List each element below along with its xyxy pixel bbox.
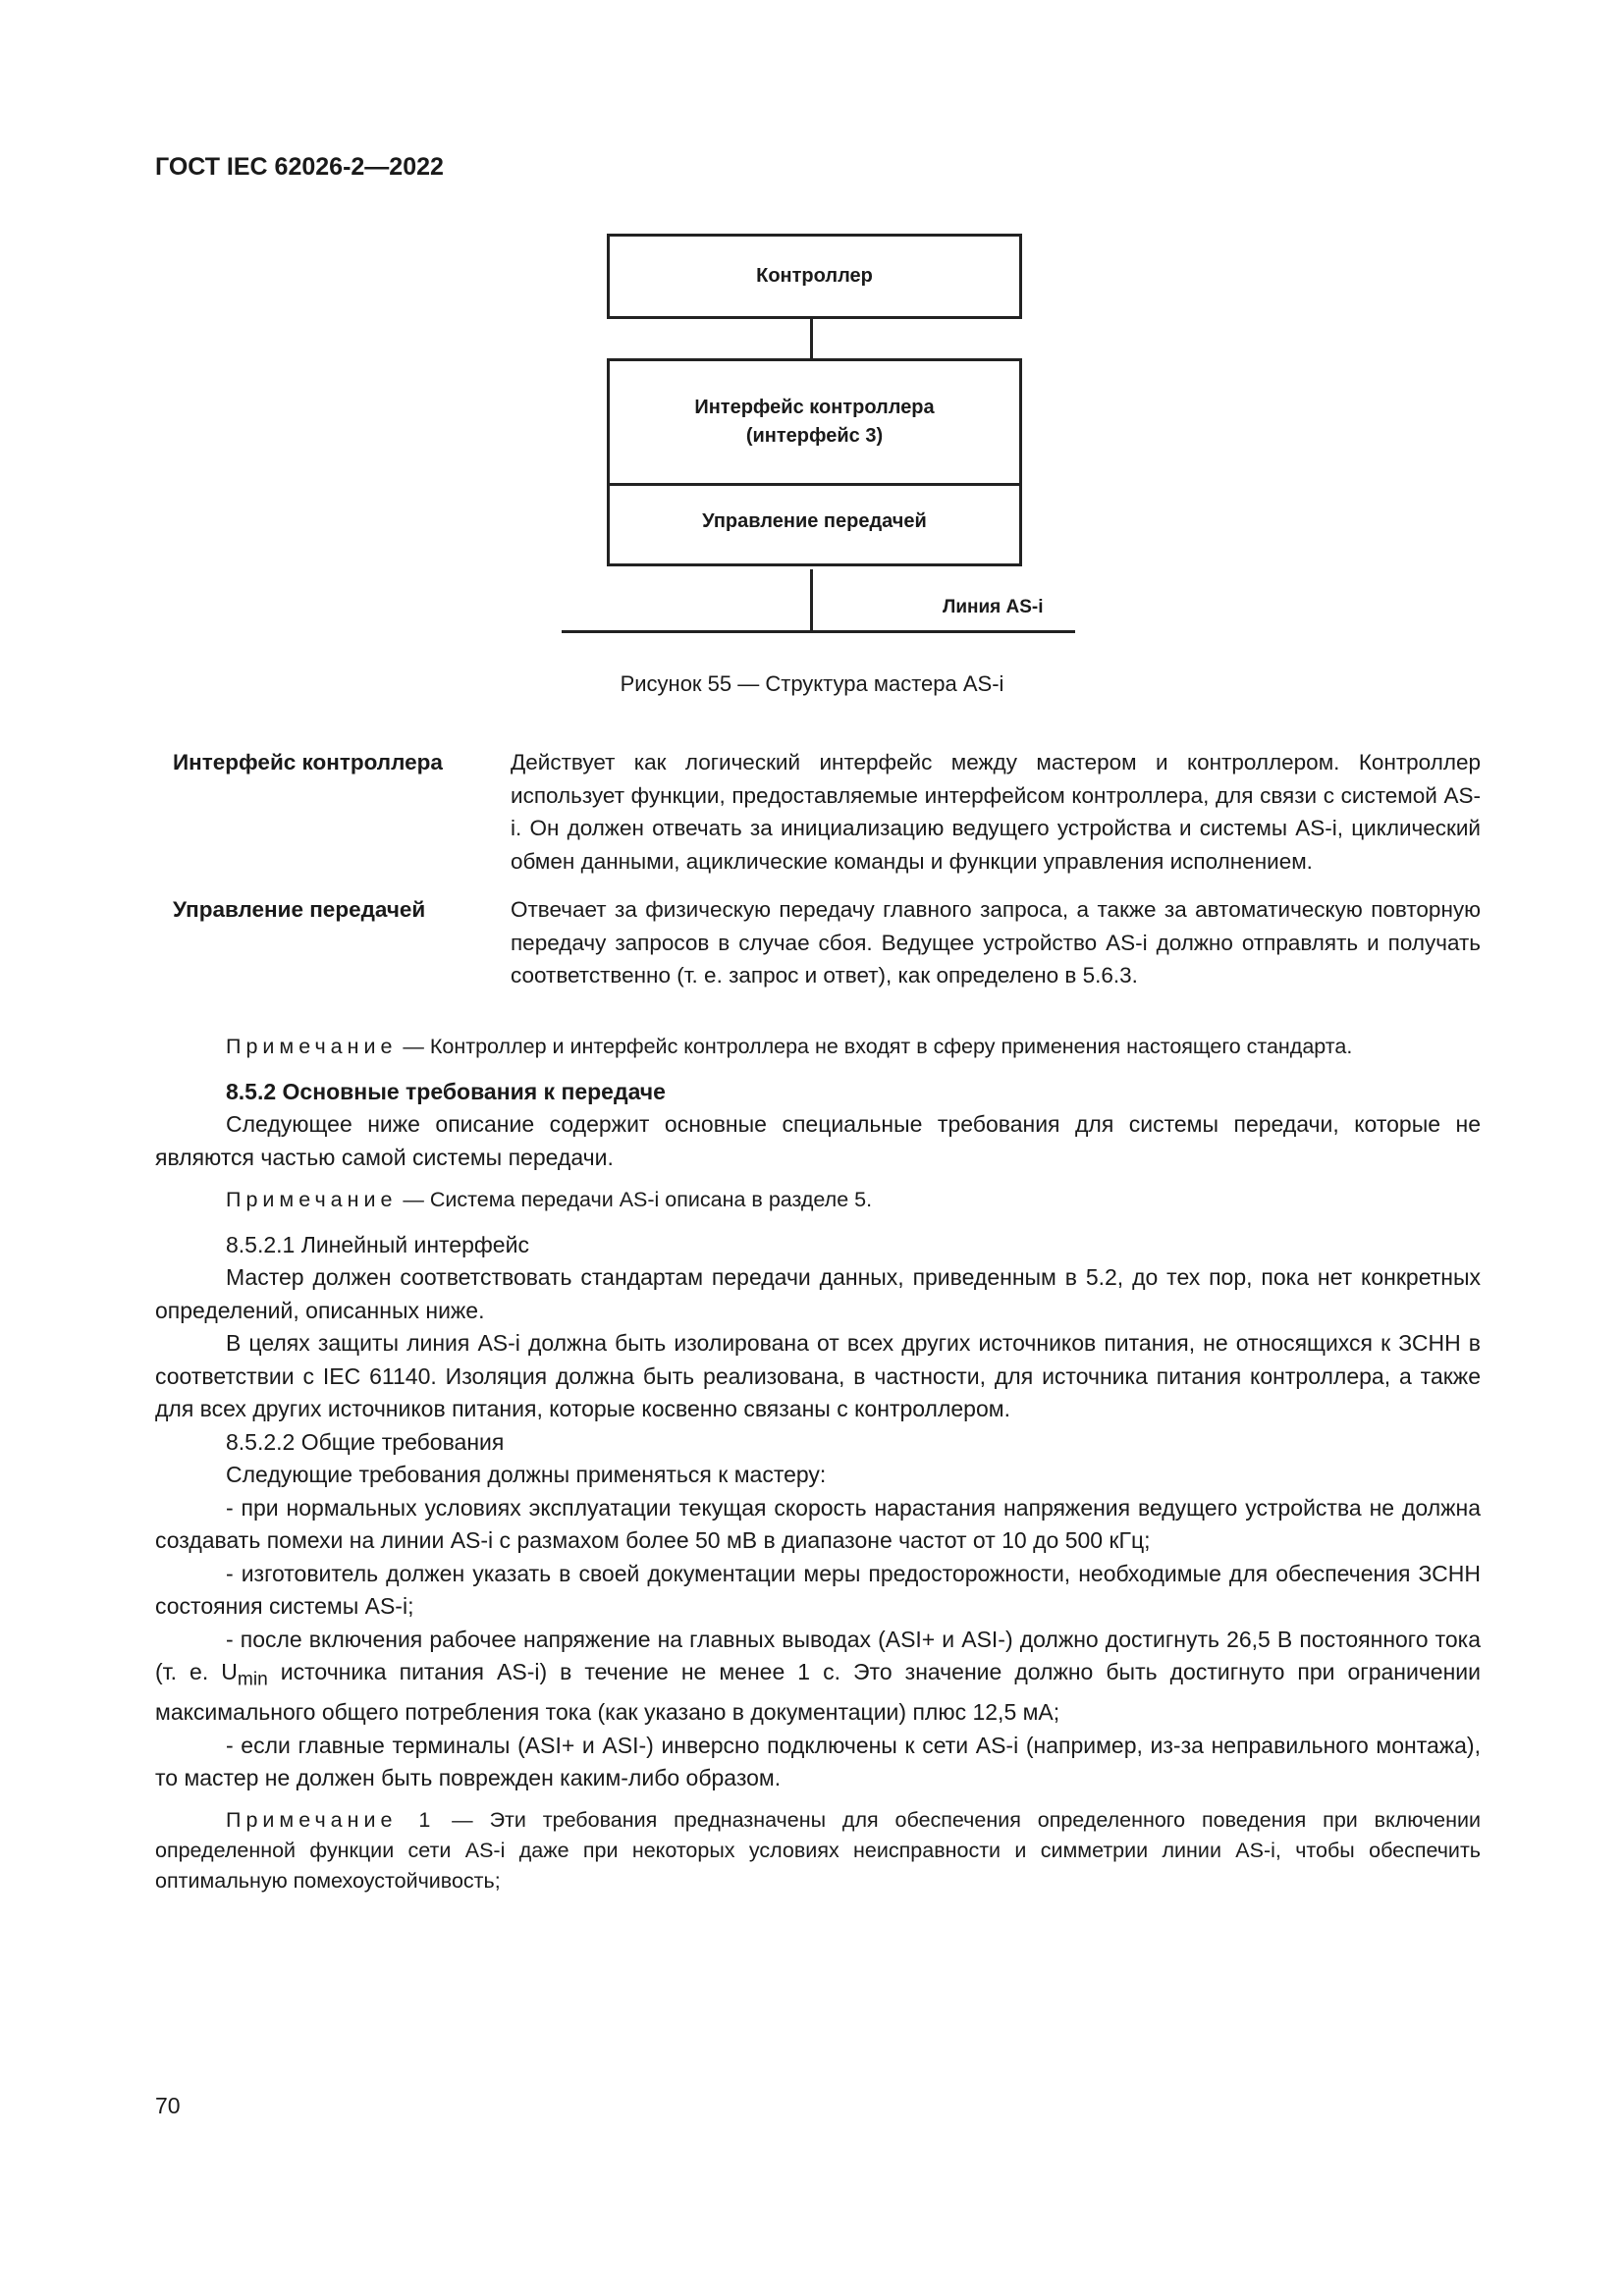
note-label: Примечание [226,1035,398,1058]
note [155,1184,1481,1217]
paragraph: Мастер должен соответствовать стандартам передачи данных, приведенным в 5.2, до тех пор, пока нет конкретных определений, описанных ниже. [155,1264,1481,1323]
subscript: min [237,1669,268,1690]
definition-term: Интерфейс контроллера [173,750,443,774]
page-number: 70 [155,2093,181,2118]
definition-text: Отвечает за физическую передачу главного запроса, а также за автоматическую повторную передачу запросов в случае сбоя. Ведущее устройство AS-i должно отправлять и получать соответственно (т. е. запрос и ответ), как определено в 5.6.3. [511,897,1481,988]
note-label: Примечание 1 [226,1807,436,1832]
asi-line [562,630,1075,633]
figure-caption: Рисунок 55 — Структура мастера AS-i [620,671,1004,696]
list-item: - при нормальных условиях эксплуатации текущая скорость нарастания напряжения ведущего устройства не должна создавать помехи на линии AS-i с размахом более 50 мВ в диапазоне частот от 10 до 500 кГц; [155,1494,1481,1553]
list-item: - если главные терминалы (ASI+ и ASI-) инверсно подключены к сети AS-i (например, из-за неправильного монтажа), то мастер не должен быть поврежден каким-либо образом. [155,1732,1481,1791]
asi-line-label: Линия AS-i [943,597,1044,617]
connector-line [810,569,813,632]
box-label: Управление передачей [702,510,927,532]
note-text: — Эти требования предназначены для обеспечения определенного поведения при включении определенной функции сети AS-i даже при некоторых условиях неисправности и симметрии линии AS-i, чтобы обеспечить оптимальную помехоустойчивость; [155,1807,1482,1893]
diagram-box-transmission-control [607,480,1022,566]
box-label: Интерфейс контроллера [694,397,935,418]
list-item [155,1624,1481,1730]
definition-item [173,893,1481,992]
definition-term: Управление передачей [173,897,426,922]
subsection-heading: 8.5.2.2 Общие требования [226,1428,505,1455]
section-heading: 8.5.2 Основные требования к передаче [226,1078,666,1104]
paragraph: В целях защиты линия AS-i должна быть изолирована от всех других источников питания, не относящихся к ЗСНН в соответствии с IEC 61140. Изоляция должна быть реализована, в частности, для источника питания контроллера, а также для всех других источников питания, которые косвенно связаны с контроллером. [155,1330,1481,1421]
definitions-list [173,746,1481,1008]
subsection-heading: 8.5.2.1 Линейный интерфейс [226,1231,529,1257]
note [155,1031,1481,1064]
note [155,1805,1481,1896]
list-item: - изготовитель должен указать в своей документации меры предосторожности, необходимые для обеспечения ЗСНН состояния системы AS-i; [155,1560,1481,1619]
body-text [155,1021,1481,1908]
diagram-box-controller [607,234,1022,319]
paragraph: Следующее ниже описание содержит основные специальные требования для системы передачи, которые не являются частью самой системы передачи. [155,1111,1481,1170]
box-label: (интерфейс 3) [745,425,884,447]
diagram-box-controller-interface [607,358,1022,486]
text-part: источника питания AS-i) в течение не менее 1 с. Это значение должно быть достигнуто при ограничении максимального общего потребления тока (как указано в документации) плюс 12,5 мА; [155,1659,1481,1726]
definition-text: Действует как логический интерфейс между мастером и контроллером. Контроллер использует функции, предоставляемые интерфейсом контроллера, для связи с системой AS-i. Он должен отвечать за инициализацию ведущего устройства и системы AS-i, циклический обмен данными, ациклические команды и функции управления исполнением. [511,750,1481,874]
definition-item [173,746,1481,878]
box-label: Контроллер [756,265,873,287]
document-header: ГОСТ IEC 62026-2—2022 [155,153,444,181]
text-part: - после включения рабочее напряжение на главных выводах (ASI+ и ASI-) должно достигнуть 26,5 В постоянного тока (т. е. U [155,1626,1481,1684]
note-label: Примечание [226,1188,398,1211]
note-text: — Система передачи AS-i описана в разделе 5. [397,1188,873,1211]
note-text: — Контроллер и интерфейс контроллера не входят в сферу применения настоящего стандарта. [397,1035,1353,1058]
connector-line [810,319,813,358]
paragraph: Следующие требования должны применяться к мастеру: [226,1462,827,1487]
